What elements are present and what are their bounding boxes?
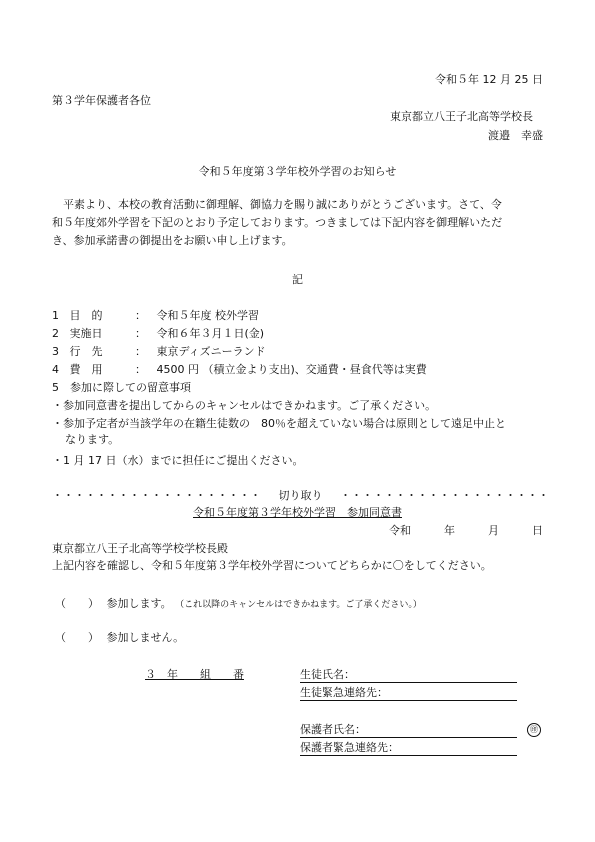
item-date [52,327,264,341]
option-attend-paren[interactable]: （ ） [55,597,99,610]
option-decline-label: 参加しません。 [106,631,185,644]
item-label: 費 用 [69,363,103,376]
cut-label: 切り取り [278,489,323,502]
form-instruction: 上記内容を確認し、令和５年度第３学年校外学習についてどちらかに〇をしてください。 [52,559,492,572]
item-notes-heading: 5 参加に際しての留意事項 [52,381,191,394]
form-date: 令和 年 月 日 [389,524,543,537]
cut-dots-left: ・・・・・・・・・・・・・・・・・・・ [52,489,261,502]
class-number-line [145,668,244,682]
form-title-text: 令和５年度第３学年校外学習 参加同意書 [193,506,402,519]
item-value: 令和５年度 校外学習 [156,309,259,322]
item-value: 4500 円 （積立金より支出)、交通費・昼食代等は実費 [156,363,427,376]
notice-title: 令和５年度第３学年校外学習のお知らせ [198,165,397,178]
item-number: 3 [52,345,59,358]
guardian-contact-label: 保護者緊急連絡先： [300,741,399,754]
sender-organization: 東京都立八王子北高等学校長 [390,110,533,123]
intro-line-1: 平素より、本校の教育活動に御理解、御協力を賜り誠にありがとうございます。さて、令 [63,198,502,211]
intro-line-3: き、参加承諾書の御提出をお願い申し上げます。 [52,234,293,247]
item-label: 目 的 [69,309,103,322]
form-title [0,506,595,520]
item-number: 1 [52,309,59,322]
intro-paragraph [52,196,544,250]
guardian-contact-field[interactable] [300,755,517,756]
guardian-name-field[interactable] [300,737,517,738]
note-deadline: ・1 月 17 日（水）までに担任にご提出ください。 [52,454,304,467]
student-contact-field[interactable] [300,700,517,701]
student-name-label: 生徒氏名： [300,668,355,681]
note-minimum [52,416,544,448]
item-colon: ： [135,327,146,340]
form-addressee: 東京都立八王子北高等学校学校長殿 [52,542,228,555]
intro-line-2: 和５年度郊外学習を下記のとおり予定しております。つきましては下記内容を御理解いただ [52,216,503,229]
seal-mark: ㊞ [527,723,541,737]
option-attend-note: （これ以降のキャンセルはできかねます。ご了承ください。） [175,600,422,610]
item-value: 令和６年３月１日(金) [156,327,265,340]
option-attend[interactable] [55,597,422,612]
item-destination [52,345,266,359]
item-colon: ： [135,309,146,322]
note-minimum-line-1: ・参加予定者が当該学年の在籍生徒数の 80％を超えていない場合は原則として遠足中止と [52,417,506,430]
note-minimum-line-2: なります。 [65,433,120,446]
item-colon: ： [135,363,146,376]
note-cancellation: ・参加同意書を提出してからのキャンセルはできかねます。ご了承ください。 [52,399,437,412]
guardian-name-label: 保護者氏名： [300,723,366,736]
option-decline[interactable] [55,631,184,645]
item-colon: ： [135,345,146,358]
recipient: 第３学年保護者各位 [52,94,151,107]
class-number-text: ３ 年 組 番 [145,668,244,681]
item-number: 4 [52,363,59,376]
ki-heading: 記 [292,273,303,286]
option-attend-label: 参加します。 [106,597,172,610]
student-contact-label: 生徒緊急連絡先： [300,686,388,699]
cut-dots-right: ・・・・・・・・・・・・・・・・・・・ [340,489,549,502]
item-value: 東京ディズニーランド [156,345,266,358]
option-decline-paren[interactable]: （ ） [55,631,99,644]
sender-name: 渡邉 幸盛 [488,129,543,142]
item-label: 実施日 [69,327,103,340]
student-name-field[interactable] [300,682,517,683]
item-cost [52,363,427,377]
issue-date: 令和５年 12 月 25 日 [435,73,543,86]
item-label: 行 先 [69,345,103,358]
cut-line [52,489,549,503]
item-number: 2 [52,327,59,340]
item-purpose [52,309,259,323]
